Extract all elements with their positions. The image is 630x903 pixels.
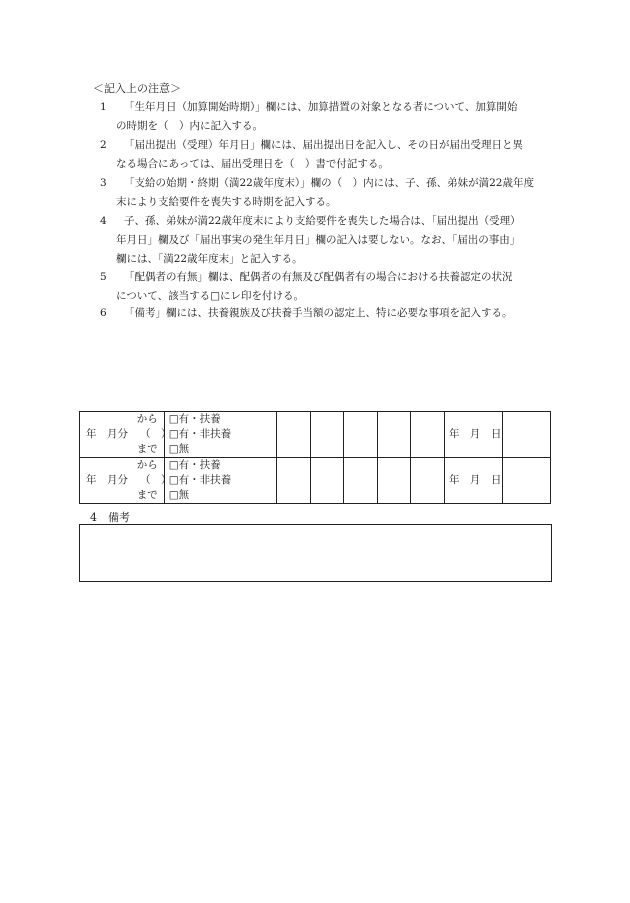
note-text-line: なる場合にあっては、届出受理日を（ ）書で付記する。 (116, 158, 389, 170)
spouse-option-checkbox[interactable]: □有・非扶養 (168, 474, 232, 486)
period-cell[interactable] (80, 412, 172, 458)
table-row (80, 458, 551, 504)
blank-cell[interactable] (377, 458, 411, 504)
spouse-status-cell (164, 412, 276, 458)
note-number: 1 (100, 101, 107, 113)
note-2 (100, 136, 523, 174)
period-from: から (136, 459, 158, 471)
spouse-option-checkbox[interactable]: □無 (168, 489, 190, 501)
note-text-line: について、該当する□にレ印を付ける。 (116, 290, 304, 302)
note-number: 2 (100, 139, 107, 151)
blank-cell[interactable] (377, 412, 411, 458)
note-text-line: 年月日」欄及び「届出事実の発生年月日」欄の記入は要しない。なお、「届出の事由」 (116, 234, 521, 246)
blank-cell[interactable] (310, 412, 344, 458)
period-to: まで (136, 489, 158, 501)
note-number: 5 (100, 271, 107, 283)
blank-cell[interactable] (411, 458, 445, 504)
spouse-option-checkbox[interactable]: □有・非扶養 (168, 428, 232, 440)
table-row (80, 412, 551, 458)
dependents-table (79, 411, 551, 504)
period-cell[interactable] (80, 458, 172, 504)
notes-title: ＜記入上の注意＞ (93, 82, 181, 95)
remarks-label: 4 備考 (90, 511, 130, 524)
note-number: 6 (100, 307, 107, 319)
blank-cell[interactable] (277, 458, 311, 504)
blank-cell[interactable] (277, 412, 311, 458)
date-cell[interactable] (444, 458, 503, 504)
note-number: 3 (100, 177, 107, 189)
blank-cell[interactable] (344, 458, 378, 504)
spouse-option-checkbox[interactable]: □無 (168, 443, 190, 455)
blank-cell[interactable] (310, 458, 344, 504)
note-text-line: 「届出提出（受理）年月日」欄には、届出提出日を記入し、その日が届出受理日と異 (124, 139, 523, 151)
note-5 (100, 268, 513, 306)
date-text: 年 月 日 (448, 428, 502, 440)
note-text-line: 欄には、「満22歳年度末」と記入する。 (116, 253, 303, 265)
period-ymd: 年 月分 （ ） (86, 428, 172, 440)
note-number: 4 (100, 215, 107, 227)
blank-cell[interactable] (344, 412, 378, 458)
period-from: から (136, 413, 158, 425)
blank-cell[interactable] (503, 412, 551, 458)
note-text-line: 子、孫、弟妹が満22歳年度末により支給要件を喪失した場合は、「届出提出（受理） (124, 215, 521, 227)
date-text: 年 月 日 (448, 474, 502, 486)
note-text-line: 「配偶者の有無」欄は、配偶者の有無及び配偶者有の場合における扶養認定の状況 (124, 271, 513, 283)
spouse-option-checkbox[interactable]: □有・扶養 (168, 413, 221, 425)
note-3 (100, 174, 534, 212)
period-ymd: 年 月分 （ ） (86, 474, 172, 486)
note-4 (100, 212, 521, 269)
blank-cell[interactable] (503, 458, 551, 504)
note-text-line: 「支給の始期・終期（満22歳年度末）」欄の（ ）内には、子、孫、弟妹が満22歳年度 (124, 177, 534, 189)
note-text-line: 「生年月日（加算開始時期）」欄には、加算措置の対象となる者について、加算開始 (124, 101, 518, 113)
note-text-line: 「備考」欄には、扶養親族及び扶養手当額の認定上、特に必要な事項を記入する。 (124, 307, 513, 319)
date-cell[interactable] (444, 412, 503, 458)
spouse-option-checkbox[interactable]: □有・扶養 (168, 459, 221, 471)
period-to: まで (136, 443, 158, 455)
note-6 (100, 304, 513, 323)
spouse-status-cell (164, 458, 276, 504)
remarks-textarea[interactable] (79, 524, 552, 582)
note-text-line: 末により支給要件を喪失する時期を記入する。 (116, 196, 337, 208)
note-1 (100, 98, 518, 136)
blank-cell[interactable] (411, 412, 445, 458)
note-text-line: の時期を（ ）内に記入する。 (116, 120, 263, 132)
